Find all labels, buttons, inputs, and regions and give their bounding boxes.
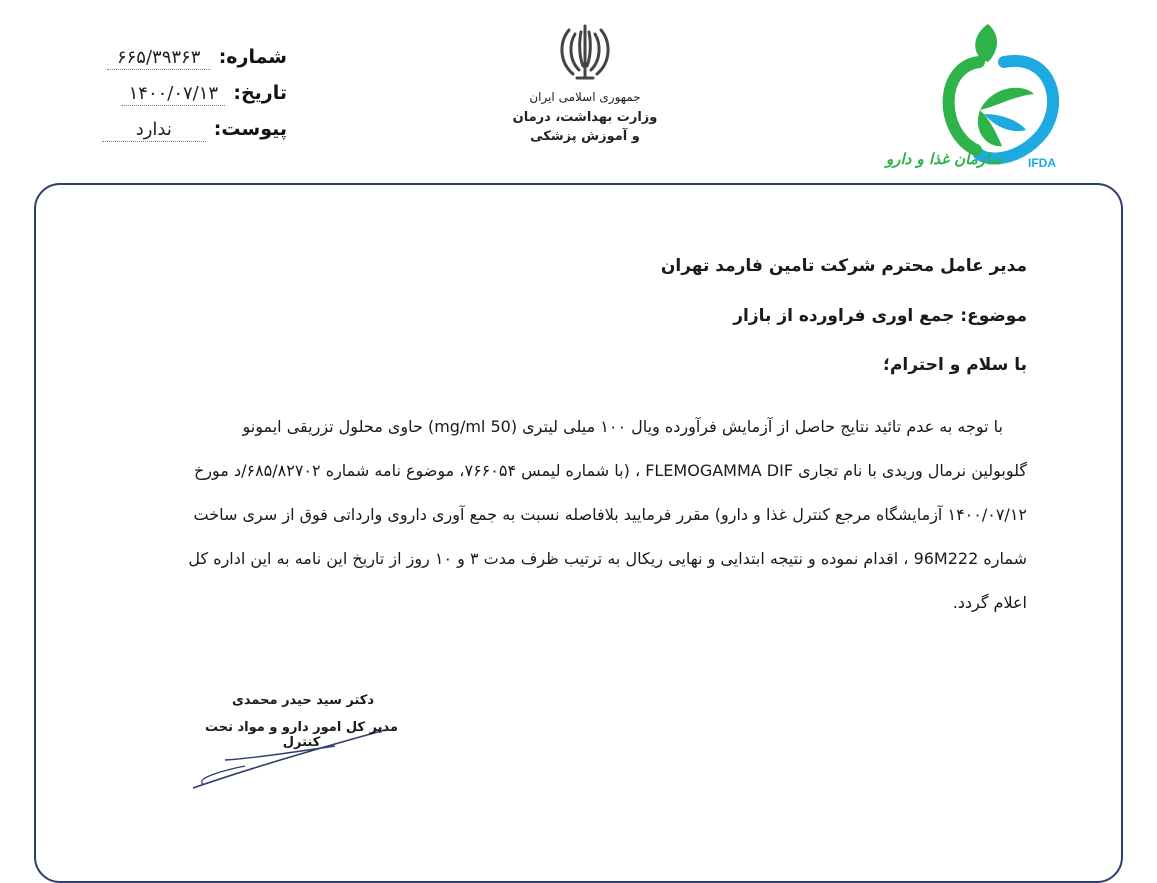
country-name: جمهوری اسلامی ایران [529, 90, 641, 104]
letter-attachment [102, 118, 287, 142]
letter-number-label: شماره: [218, 46, 287, 68]
ministry-name-line2: و آموزش پزشکی [530, 129, 640, 144]
subject: موضوع: جمع اوری فراورده از بازار [733, 306, 1027, 326]
ifda-logo [884, 22, 1084, 182]
letter-body [88, 405, 1027, 625]
body-line: گلوبولین نرمال وریدی با نام تجاری FLEMOGAMMA DIF ، (با شماره لیمس ۷۶۶۰۵۴، موضوع نامه شماره ۶۸۵/۸۲۷۰۲/د مورخ [193, 461, 1027, 480]
ifda-org-name: سازمان غذا و دارو [886, 150, 1003, 168]
letter-attachment-value: ندارد [102, 119, 206, 142]
recipient: مدیر عامل محترم شرکت تامین فارمد تهران [660, 256, 1027, 276]
letter-attachment-label: پیوست: [213, 118, 287, 140]
ministry-name-line1: وزارت بهداشت، درمان [512, 110, 658, 125]
body-line: اعلام گردد. [952, 593, 1027, 612]
letter-date-value: ۱۴۰۰/۰۷/۱۳ [121, 83, 225, 106]
body-line: با توجه به عدم تائید نتایج حاصل از آزمایش فرآورده ویال ۱۰۰ میلی لیتری (50 mg/ml) حاوی محلول تزریقی ایمونو [242, 417, 1003, 436]
body-line: شماره 96M222 ، اقدام نموده و نتیجه ابتدایی و نهایی ریکال به ترتیب ظرف مدت ۳ و ۱۰ روز از تاریخ این نامه به این اداره کل [188, 549, 1027, 568]
greeting: با سلام و احترام؛ [883, 355, 1027, 375]
ministry-header [505, 22, 665, 146]
ifda-abbreviation: IFDA [1028, 156, 1056, 170]
iran-emblem-icon [555, 22, 615, 84]
body-line: ۱۴۰۰/۰۷/۱۲ آزمایشگاه مرجع کنترل غذا و دارو) مقرر فرمایید بلافاصله نسبت به جمع آوری داروی وارداتی فوق از سری ساخت [193, 505, 1027, 524]
letter-number-value: ۶۶۵/۳۹۳۶۳ [107, 47, 211, 70]
letter-date-label: تاریخ: [233, 82, 287, 104]
letter-number [107, 46, 287, 70]
letter-date [121, 82, 287, 106]
signatory-name: دکتر سید حیدر محمدی [231, 693, 375, 708]
signatory-title: مدیر کل امور دارو و مواد تحت کنترل [204, 720, 399, 750]
